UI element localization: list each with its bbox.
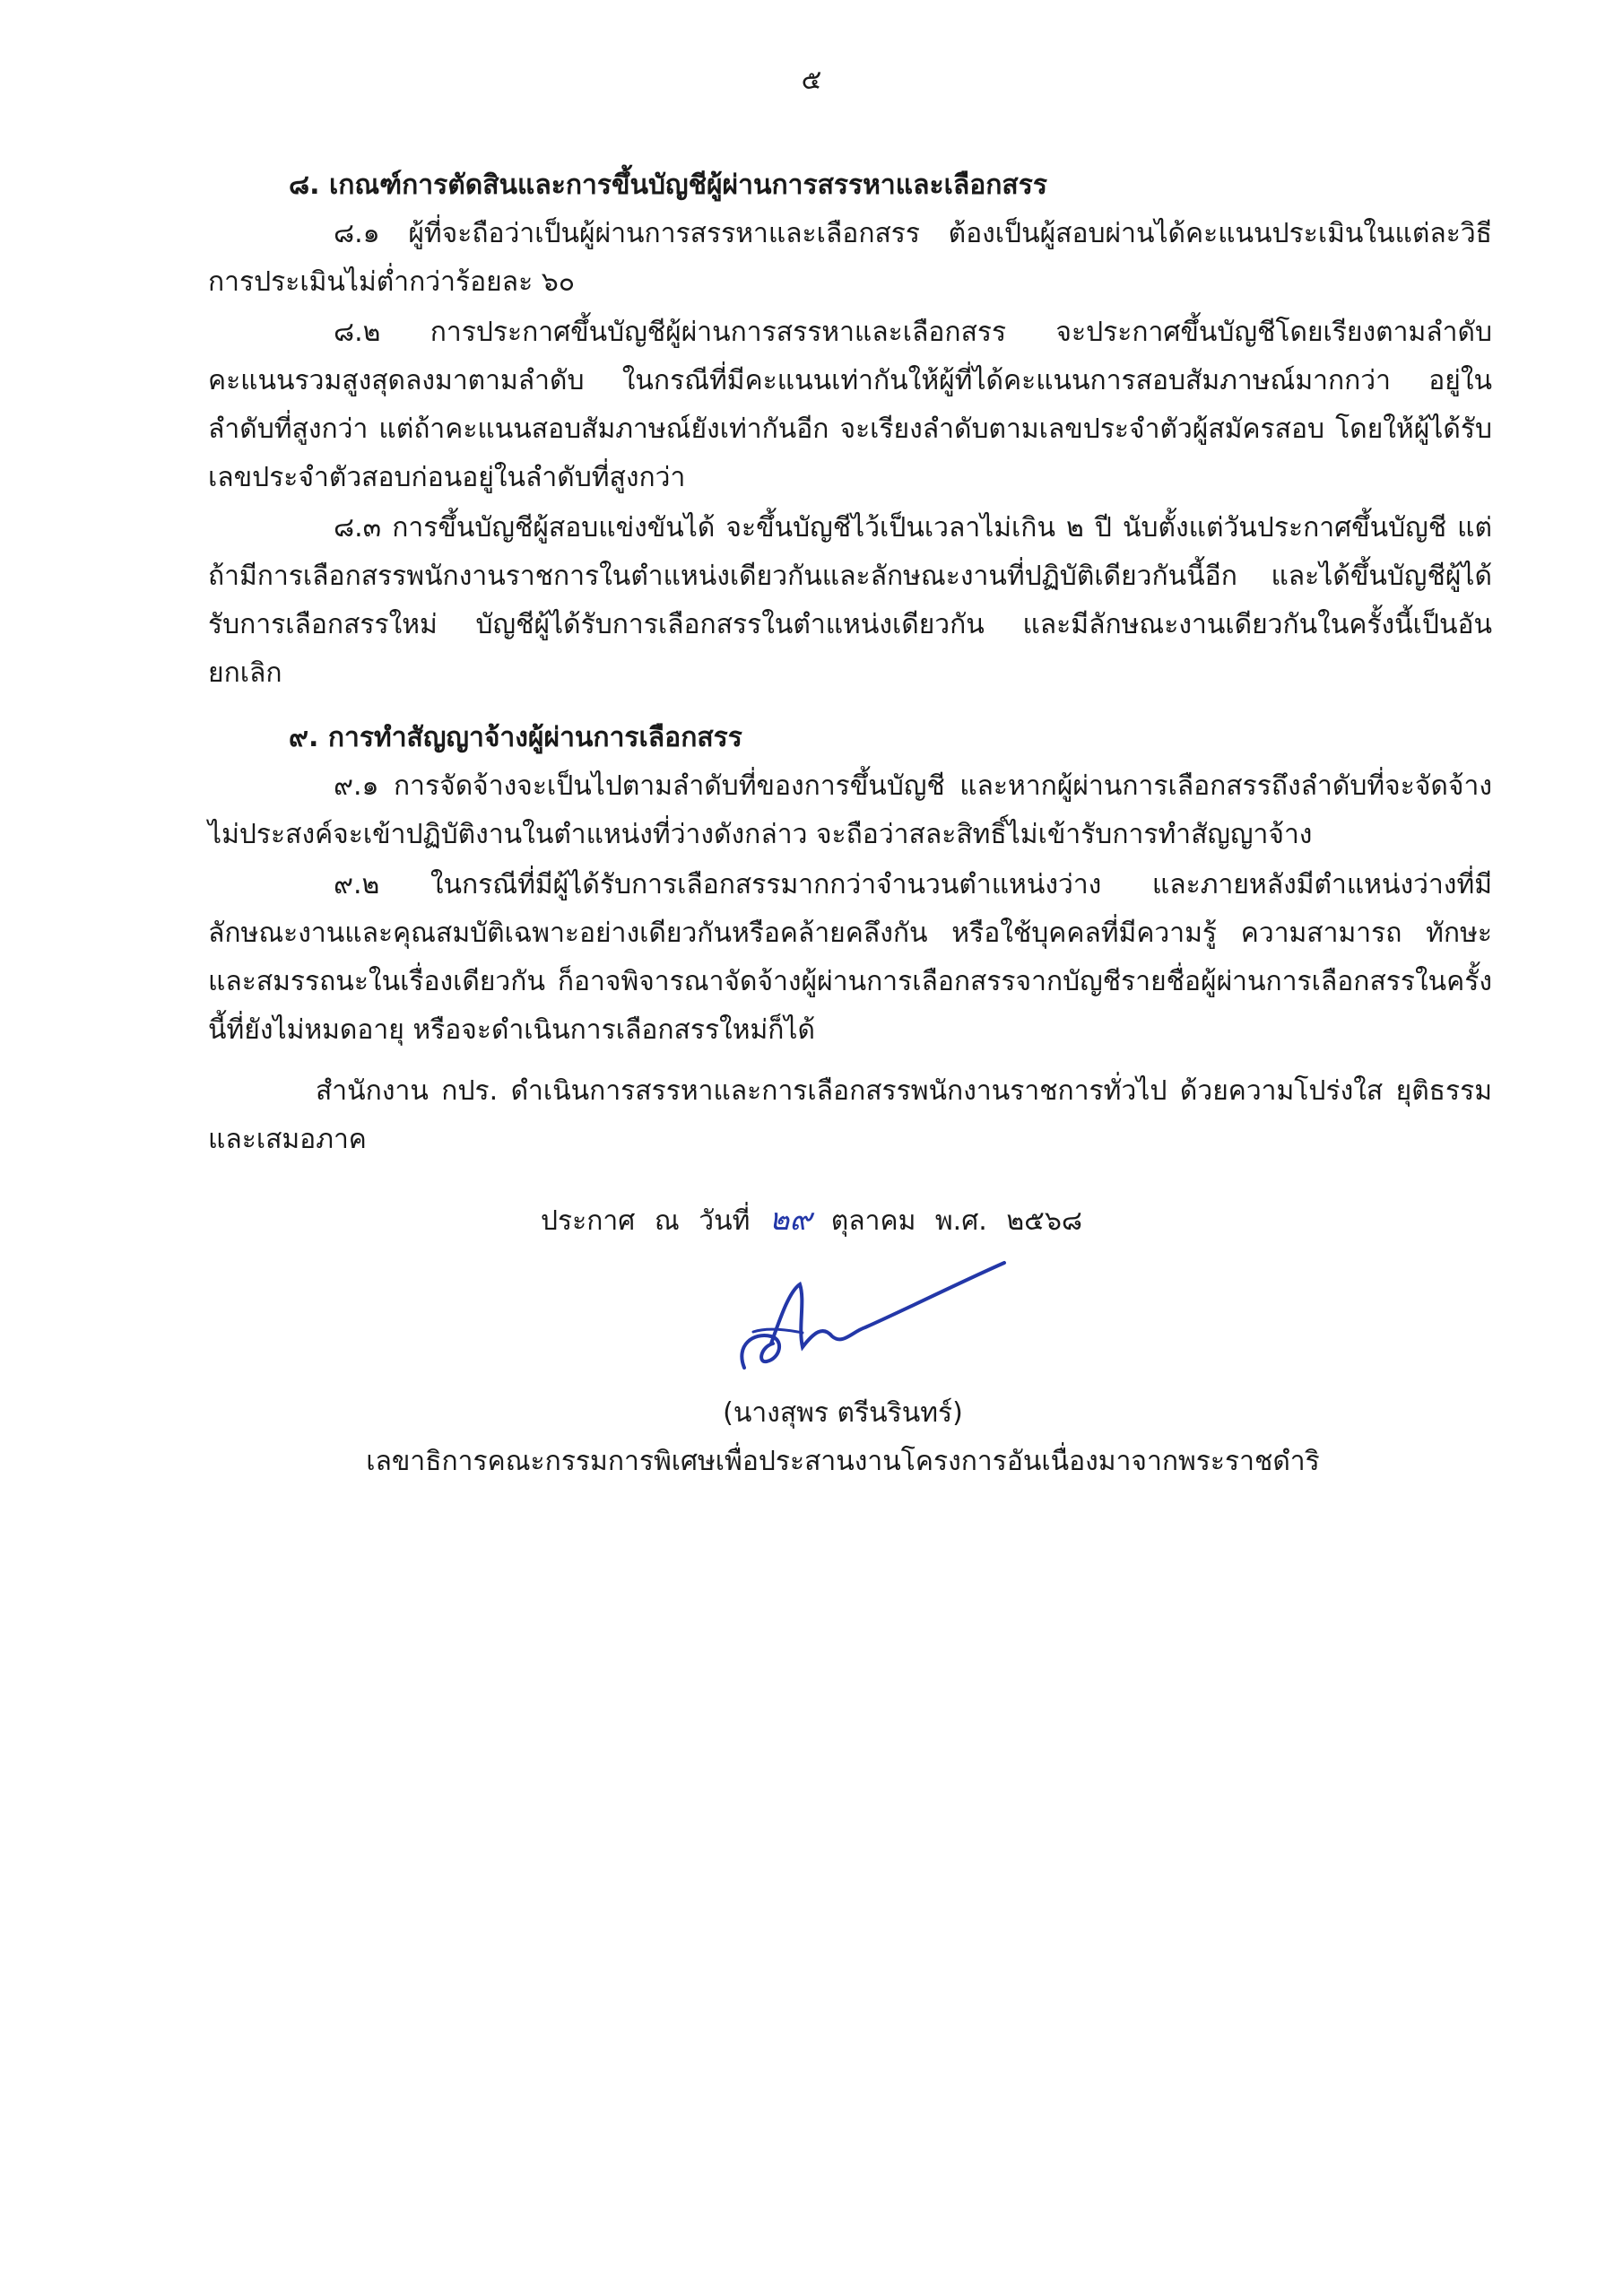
signature-stroke-main [771, 1263, 1004, 1347]
signer-title: เลขาธิการคณะกรรมการพิเศษเพื่อประสานงานโครงการอันเนื่องมาจากพระราชดำริ [366, 1446, 1320, 1477]
announcement-year: ๒๕๖๘ [1006, 1205, 1083, 1237]
section-9-2-paragraph: ๙.๒ ในกรณีที่มีผู้ได้รับการเลือกสรรมากกว่าจำนวนตำแหน่งว่าง และภายหลังมีตำแหน่งว่างที่มีลักษณะงานและคุณสมบัติเฉพาะอย่างเดียวกันหรือคล้ายคลึงกัน หรือใช้บุคคลที่มีความรู้ ความสามารถ ทักษะและสมรรถนะในเรื่องเดียวกัน ก็อาจพิจารณาจัดจ้างผู้ผ่านการเลือกสรรจากบัญชีรายชื่อผู้ผ่านการเลือกสรรในครั้งนี้ที่ยังไม่หมดอายุ หรือจะดำเนินการเลือกสรรใหม่ก็ได้ [208, 869, 1492, 1046]
section-9-1-paragraph: ๙.๑ การจัดจ้างจะเป็นไปตามลำดับที่ของการขึ้นบัญชี และหากผู้ผ่านการเลือกสรรถึงลำดับที่จะจัดจ้างไม่ประสงค์จะเข้าปฏิบัติงานในตำแหน่งที่ว่างดังกล่าว จะถือว่าสละสิทธิ์ไม่เข้ารับการทำสัญญาจ้าง [208, 770, 1492, 850]
section-8-3-paragraph: ๘.๓ การขึ้นบัญชีผู้สอบแข่งขันได้ จะขึ้นบัญชีไว้เป็นเวลาไม่เกิน ๒ ปี นับตั้งแต่วันประกาศขึ้นบัญชี แต่ถ้ามีการเลือกสรรพนักงานราชการในตำแหน่งเดียวกันและลักษณะงานที่ปฏิบัติเดียวกันนี้อีก และได้ขึ้นบัญชีผู้ได้รับการเลือกสรรใหม่ บัญชีผู้ได้รับการเลือกสรรในตำแหน่งเดียวกัน และมีลักษณะงานเดียวกันในครั้งนี้เป็นอันยกเลิก [208, 512, 1492, 689]
announcement-at: ณ [654, 1205, 680, 1237]
signature-stroke-cross [753, 1329, 803, 1333]
announcement-date-line [0, 1195, 1623, 1243]
section-8-1-paragraph: ๘.๑ ผู้ที่จะถือว่าเป็นผู้ผ่านการสรรหาและเลือกสรร ต้องเป็นผู้สอบผ่านได้คะแนนประเมินในแต่ละวิธีการประเมินไม่ต่ำกว่าร้อยละ ๖๐ [208, 218, 1492, 298]
closing-paragraph: สำนักงาน กปร. ดำเนินการสรรหาและการเลือกสรรพนักงานราชการทั่วไป ด้วยความโปร่งใส ยุติธรรม และเสมอภาค [208, 1075, 1492, 1155]
announcement-month: ตุลาคม [830, 1205, 916, 1237]
announcement-day-label: วันที่ [699, 1205, 751, 1237]
announcement-year-label: พ.ศ. [934, 1205, 987, 1237]
page-number: ๕ [801, 65, 822, 96]
announcement-prefix: ประกาศ [540, 1205, 636, 1237]
announcement-day: ๒๙ [768, 1202, 812, 1238]
handwritten-signature [717, 1247, 1013, 1381]
section-9-heading: ๙. การทำสัญญาจ้างผู้ผ่านการเลือกสรร [289, 722, 742, 753]
document-body [208, 161, 1492, 1164]
section-8-2-paragraph: ๘.๒ การประกาศขึ้นบัญชีผู้ผ่านการสรรหาและเลือกสรร จะประกาศขึ้นบัญชีโดยเรียงตามลำดับคะแนนรวมสูงสุดลงมาตามลำดับ ในกรณีที่มีคะแนนเท่ากันให้ผู้ที่ได้คะแนนการสอบสัมภาษณ์มากกว่า อยู่ในลำดับที่สูงกว่า แต่ถ้าคะแนนสอบสัมภาษณ์ยังเท่ากันอีก จะเรียงลำดับตามเลขประจำตัวผู้สมัครสอบ โดยให้ผู้ได้รับเลขประจำตัวสอบก่อนอยู่ในลำดับที่สูงกว่า [208, 317, 1492, 493]
signer-name: (นางสุพร ตรีนรินทร์) [723, 1397, 963, 1429]
section-8-heading: ๘. เกณฑ์การตัดสินและการขึ้นบัญชีผู้ผ่านการสรรหาและเลือกสรร [289, 170, 1047, 201]
